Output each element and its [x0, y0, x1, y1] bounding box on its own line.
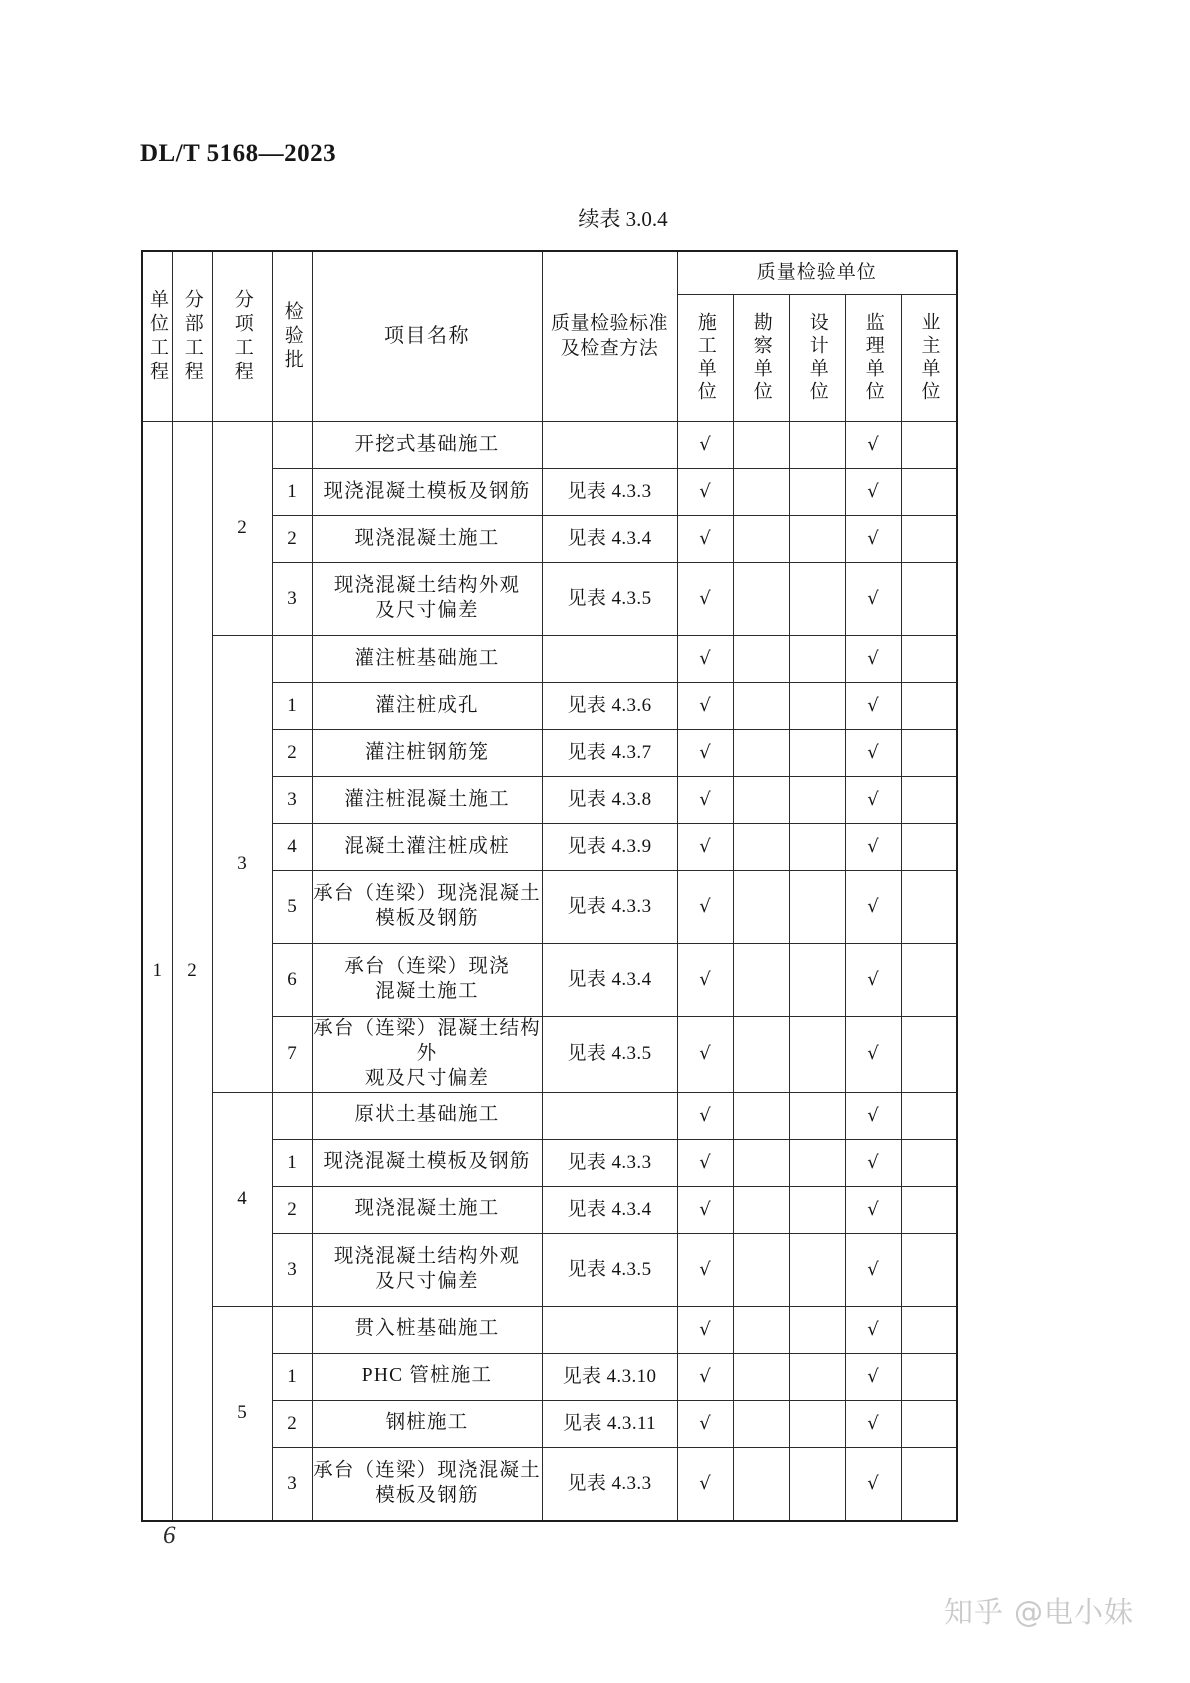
table-row — [142, 422, 957, 469]
cell-check-supervision — [845, 1306, 901, 1353]
check-icon: √ — [699, 1365, 711, 1387]
cell-check-construction — [677, 1186, 733, 1233]
check-icon: √ — [867, 788, 879, 810]
cell-item-name — [312, 944, 542, 1017]
table-header — [142, 251, 957, 422]
cell-check-owner — [901, 1233, 957, 1306]
cell-inspection-lot — [272, 636, 312, 683]
cell-check-owner — [901, 469, 957, 516]
cell-check-survey — [733, 683, 789, 730]
cell-standard-method: 见表 4.3.8 — [542, 777, 677, 824]
cell-standard-method: 见表 4.3.6 — [542, 683, 677, 730]
cell-item-name-line: 现浇混凝土施工 — [354, 527, 500, 549]
check-icon: √ — [699, 647, 711, 669]
cell-check-construction — [677, 1017, 733, 1093]
cell-check-supervision — [845, 871, 901, 944]
cell-standard-method — [542, 1306, 677, 1353]
cell-check-supervision — [845, 683, 901, 730]
cell-inspection-lot: 2 — [272, 516, 312, 563]
cell-check-supervision — [845, 1139, 901, 1186]
table-caption: 续表 3.0.4 — [578, 207, 668, 231]
check-icon: √ — [699, 895, 711, 917]
check-icon: √ — [867, 1104, 879, 1126]
cell-check-design — [789, 516, 845, 563]
check-icon: √ — [867, 1198, 879, 1220]
cell-subdivision-project: 2 — [212, 422, 272, 636]
cell-item-name-line: 灌注桩基础施工 — [354, 647, 500, 669]
cell-check-owner — [901, 1017, 957, 1093]
cell-item-name — [312, 422, 542, 469]
cell-item-name — [312, 683, 542, 730]
cell-check-construction — [677, 1092, 733, 1139]
th-unit-construction — [677, 295, 733, 422]
cell-item-name — [312, 777, 542, 824]
check-icon: √ — [867, 527, 879, 549]
cell-subdivision-project: 5 — [212, 1306, 272, 1521]
cell-item-name — [312, 1139, 542, 1186]
table-body — [142, 422, 957, 1521]
check-icon: √ — [699, 1258, 711, 1280]
cell-check-design — [789, 636, 845, 683]
cell-standard-method: 见表 4.3.4 — [542, 1186, 677, 1233]
cell-standard-method: 见表 4.3.3 — [542, 469, 677, 516]
cell-check-design — [789, 683, 845, 730]
cell-item-name — [312, 469, 542, 516]
cell-inspection-lot — [272, 422, 312, 469]
cell-check-supervision — [845, 944, 901, 1017]
cell-check-survey — [733, 1017, 789, 1093]
cell-check-supervision — [845, 777, 901, 824]
cell-unit-project: 1 — [142, 422, 172, 1521]
cell-check-survey — [733, 636, 789, 683]
cell-inspection-lot: 6 — [272, 944, 312, 1017]
cell-inspection-lot — [272, 1306, 312, 1353]
check-icon: √ — [867, 1258, 879, 1280]
th-division-project — [172, 251, 212, 422]
cell-check-design — [789, 944, 845, 1017]
cell-check-construction — [677, 422, 733, 469]
th-item-name-label: 项目名称 — [384, 324, 470, 347]
cell-check-owner — [901, 563, 957, 636]
check-icon: √ — [699, 788, 711, 810]
th-division-project-label: 分部工程 — [181, 288, 203, 385]
cell-check-design — [789, 1400, 845, 1447]
cell-check-supervision — [845, 422, 901, 469]
check-icon: √ — [867, 1043, 879, 1065]
cell-standard-method: 见表 4.3.5 — [542, 1233, 677, 1306]
cell-check-design — [789, 563, 845, 636]
cell-check-owner — [901, 1306, 957, 1353]
cell-check-supervision — [845, 824, 901, 871]
cell-item-name — [312, 1017, 542, 1093]
cell-check-supervision — [845, 1186, 901, 1233]
th-unit-supervision — [845, 295, 901, 422]
cell-inspection-lot: 2 — [272, 1400, 312, 1447]
cell-check-owner — [901, 683, 957, 730]
inspection-table-wrapper — [141, 250, 956, 1522]
cell-check-supervision — [845, 1233, 901, 1306]
check-icon: √ — [699, 527, 711, 549]
cell-check-design — [789, 422, 845, 469]
check-icon: √ — [867, 1318, 879, 1340]
cell-check-design — [789, 1186, 845, 1233]
table-header-row-1 — [142, 251, 957, 295]
table-row — [142, 1306, 957, 1353]
cell-item-name — [312, 824, 542, 871]
cell-inspection-lot: 1 — [272, 469, 312, 516]
cell-check-survey — [733, 1186, 789, 1233]
cell-check-construction — [677, 944, 733, 1017]
table-row — [142, 1092, 957, 1139]
check-icon: √ — [699, 1472, 711, 1494]
cell-inspection-lot: 7 — [272, 1017, 312, 1093]
cell-item-name-line: 钢桩施工 — [385, 1412, 469, 1434]
check-icon: √ — [699, 1104, 711, 1126]
cell-check-design — [789, 1447, 845, 1521]
check-icon: √ — [699, 1151, 711, 1173]
cell-check-owner — [901, 1400, 957, 1447]
cell-standard-method: 见表 4.3.4 — [542, 516, 677, 563]
cell-check-construction — [677, 871, 733, 944]
cell-check-owner — [901, 730, 957, 777]
table-row — [142, 636, 957, 683]
cell-item-name-line: 模板及钢筋 — [375, 908, 479, 929]
check-icon: √ — [699, 968, 711, 990]
check-icon: √ — [867, 587, 879, 609]
cell-item-name — [312, 636, 542, 683]
cell-item-name-line: 模板及钢筋 — [375, 1484, 479, 1506]
th-unit-survey-label: 勘察单位 — [750, 312, 772, 404]
cell-item-name-line: 现浇混凝土模板及钢筋 — [323, 480, 531, 502]
cell-check-construction — [677, 1233, 733, 1306]
cell-check-survey — [733, 1400, 789, 1447]
check-icon: √ — [699, 835, 711, 857]
cell-inspection-lot: 2 — [272, 1186, 312, 1233]
cell-item-name-line: 承台（连梁）现浇混凝土 — [313, 883, 541, 905]
cell-standard-method: 见表 4.3.10 — [542, 1353, 677, 1400]
cell-standard-method: 见表 4.3.4 — [542, 944, 677, 1017]
cell-check-survey — [733, 563, 789, 636]
watermark-site: 知乎 — [943, 1595, 1004, 1629]
th-unit-construction-label: 施工单位 — [694, 312, 716, 404]
cell-item-name-line: 现浇混凝土模板及钢筋 — [323, 1151, 531, 1173]
cell-check-owner — [901, 1092, 957, 1139]
cell-check-owner — [901, 516, 957, 563]
check-icon: √ — [699, 1043, 711, 1065]
check-icon: √ — [867, 480, 879, 502]
cell-standard-method: 见表 4.3.3 — [542, 871, 677, 944]
th-standard-method-line2: 及检查方法 — [560, 337, 659, 359]
cell-division-project: 2 — [172, 422, 212, 1521]
cell-item-name-line: 现浇混凝土施工 — [354, 1198, 500, 1220]
cell-standard-method: 见表 4.3.9 — [542, 824, 677, 871]
th-subdivision-project — [212, 251, 272, 422]
cell-check-design — [789, 1233, 845, 1306]
cell-check-survey — [733, 871, 789, 944]
cell-item-name-line: 混凝土灌注桩成桩 — [344, 835, 510, 857]
page-number: 6 — [163, 1522, 176, 1549]
check-icon: √ — [867, 1365, 879, 1387]
cell-standard-method — [542, 422, 677, 469]
cell-check-survey — [733, 1447, 789, 1521]
cell-item-name — [312, 871, 542, 944]
cell-check-survey — [733, 1233, 789, 1306]
cell-item-name-line: 开挖式基础施工 — [354, 433, 500, 455]
check-icon: √ — [699, 741, 711, 763]
cell-check-survey — [733, 824, 789, 871]
cell-check-supervision — [845, 469, 901, 516]
th-item-name — [312, 251, 542, 422]
cell-check-owner — [901, 871, 957, 944]
cell-item-name — [312, 1186, 542, 1233]
cell-check-construction — [677, 1447, 733, 1521]
cell-check-survey — [733, 730, 789, 777]
cell-check-owner — [901, 777, 957, 824]
cell-item-name-line: 灌注桩成孔 — [375, 694, 479, 716]
page-title: DL/T 5168—2023 — [140, 140, 337, 167]
cell-inspection-lot: 3 — [272, 1447, 312, 1521]
cell-item-name-line: 现浇混凝土结构外观 — [333, 575, 521, 597]
cell-inspection-lot: 1 — [272, 1353, 312, 1400]
cell-check-supervision — [845, 1400, 901, 1447]
cell-check-design — [789, 824, 845, 871]
cell-standard-method: 见表 4.3.5 — [542, 1017, 677, 1093]
cell-check-construction — [677, 636, 733, 683]
cell-check-design — [789, 469, 845, 516]
cell-item-name — [312, 516, 542, 563]
cell-standard-method: 见表 4.3.3 — [542, 1447, 677, 1521]
cell-check-design — [789, 1092, 845, 1139]
cell-check-design — [789, 1306, 845, 1353]
cell-check-design — [789, 1017, 845, 1093]
cell-check-supervision — [845, 1447, 901, 1521]
th-standard-method-line1: 质量检验标准 — [550, 313, 668, 335]
cell-check-owner — [901, 1353, 957, 1400]
cell-check-owner — [901, 1447, 957, 1521]
cell-check-supervision — [845, 636, 901, 683]
cell-check-design — [789, 777, 845, 824]
cell-check-design — [789, 1353, 845, 1400]
cell-item-name-line: 混凝土施工 — [375, 981, 479, 1002]
th-unit-owner-label: 业主单位 — [918, 312, 940, 404]
th-standard-method — [542, 251, 677, 422]
check-icon: √ — [699, 694, 711, 716]
cell-check-construction — [677, 730, 733, 777]
check-icon: √ — [867, 694, 879, 716]
cell-item-name-line: 原状土基础施工 — [354, 1104, 500, 1126]
cell-item-name-line: 及尺寸偏差 — [375, 600, 479, 621]
cell-item-name-line: 灌注桩钢筋笼 — [364, 741, 490, 763]
cell-inspection-lot: 1 — [272, 1139, 312, 1186]
check-icon: √ — [867, 1472, 879, 1494]
cell-check-owner — [901, 422, 957, 469]
cell-check-design — [789, 871, 845, 944]
cell-item-name-line: 承台（连梁）现浇 — [344, 956, 510, 978]
check-icon: √ — [867, 741, 879, 763]
check-icon: √ — [867, 1412, 879, 1434]
cell-item-name-line: 承台（连梁）现浇混凝土 — [313, 1459, 541, 1481]
cell-check-construction — [677, 1353, 733, 1400]
cell-item-name-line: 承台（连梁）混凝土结构外 — [313, 1018, 541, 1064]
th-inspection-units-group: 质量检验单位 — [677, 251, 957, 295]
cell-check-supervision — [845, 1092, 901, 1139]
cell-check-construction — [677, 469, 733, 516]
cell-check-owner — [901, 1186, 957, 1233]
cell-check-supervision — [845, 563, 901, 636]
cell-check-design — [789, 1139, 845, 1186]
cell-check-construction — [677, 1400, 733, 1447]
cell-inspection-lot: 1 — [272, 683, 312, 730]
cell-item-name-line: 观及尺寸偏差 — [364, 1067, 490, 1089]
cell-item-name — [312, 1233, 542, 1306]
cell-item-name-line: 灌注桩混凝土施工 — [344, 788, 510, 810]
th-unit-project — [142, 251, 172, 422]
cell-item-name-line: 现浇混凝土结构外观 — [333, 1245, 521, 1267]
check-icon: √ — [699, 1412, 711, 1434]
cell-standard-method — [542, 1092, 677, 1139]
cell-check-survey — [733, 422, 789, 469]
cell-check-construction — [677, 1139, 733, 1186]
cell-check-construction — [677, 563, 733, 636]
check-icon: √ — [699, 433, 711, 455]
cell-check-owner — [901, 1139, 957, 1186]
cell-standard-method — [542, 636, 677, 683]
watermark — [944, 1590, 1134, 1631]
check-icon: √ — [699, 587, 711, 609]
th-subdivision-project-label: 分项工程 — [231, 288, 253, 385]
cell-inspection-lot: 2 — [272, 730, 312, 777]
cell-check-construction — [677, 824, 733, 871]
cell-inspection-lot: 3 — [272, 1233, 312, 1306]
cell-item-name — [312, 1306, 542, 1353]
cell-item-name-line: PHC 管桩施工 — [361, 1365, 493, 1387]
cell-item-name — [312, 730, 542, 777]
cell-item-name-line: 贯入桩基础施工 — [354, 1318, 500, 1340]
th-inspection-lot-label: 检验批 — [281, 300, 303, 373]
cell-check-survey — [733, 1139, 789, 1186]
cell-check-survey — [733, 516, 789, 563]
check-icon: √ — [699, 480, 711, 502]
th-unit-design — [789, 295, 845, 422]
cell-item-name — [312, 563, 542, 636]
cell-standard-method: 见表 4.3.11 — [542, 1400, 677, 1447]
cell-check-owner — [901, 944, 957, 1017]
th-unit-design-label: 设计单位 — [806, 312, 828, 404]
th-unit-owner — [901, 295, 957, 422]
cell-check-survey — [733, 1306, 789, 1353]
cell-check-supervision — [845, 1017, 901, 1093]
check-icon: √ — [867, 835, 879, 857]
cell-item-name — [312, 1353, 542, 1400]
th-inspection-lot — [272, 251, 312, 422]
cell-check-construction — [677, 516, 733, 563]
cell-check-construction — [677, 683, 733, 730]
cell-inspection-lot: 3 — [272, 777, 312, 824]
cell-item-name-line: 及尺寸偏差 — [375, 1270, 479, 1292]
watermark-handle: @电小妹 — [1013, 1595, 1134, 1629]
cell-check-supervision — [845, 730, 901, 777]
cell-check-owner — [901, 636, 957, 683]
th-unit-supervision-label: 监理单位 — [862, 312, 884, 404]
cell-inspection-lot: 4 — [272, 824, 312, 871]
check-icon: √ — [867, 968, 879, 990]
cell-inspection-lot: 5 — [272, 871, 312, 944]
quality-inspection-table — [141, 250, 958, 1522]
cell-item-name — [312, 1400, 542, 1447]
cell-inspection-lot — [272, 1092, 312, 1139]
th-unit-project-label: 单位工程 — [146, 288, 168, 385]
cell-check-survey — [733, 777, 789, 824]
cell-check-supervision — [845, 1353, 901, 1400]
cell-check-construction — [677, 1306, 733, 1353]
cell-inspection-lot: 3 — [272, 563, 312, 636]
cell-check-construction — [677, 777, 733, 824]
cell-check-survey — [733, 1092, 789, 1139]
cell-check-owner — [901, 824, 957, 871]
check-icon: √ — [867, 433, 879, 455]
cell-standard-method: 见表 4.3.7 — [542, 730, 677, 777]
cell-standard-method: 见表 4.3.5 — [542, 563, 677, 636]
cell-item-name — [312, 1092, 542, 1139]
cell-check-survey — [733, 469, 789, 516]
cell-standard-method: 见表 4.3.3 — [542, 1139, 677, 1186]
check-icon: √ — [699, 1198, 711, 1220]
check-icon: √ — [699, 1318, 711, 1340]
cell-check-supervision — [845, 516, 901, 563]
cell-subdivision-project: 4 — [212, 1092, 272, 1306]
cell-subdivision-project: 3 — [212, 636, 272, 1093]
cell-check-survey — [733, 944, 789, 1017]
cell-item-name — [312, 1447, 542, 1521]
cell-check-design — [789, 730, 845, 777]
check-icon: √ — [867, 1151, 879, 1173]
cell-check-survey — [733, 1353, 789, 1400]
check-icon: √ — [867, 647, 879, 669]
check-icon: √ — [867, 895, 879, 917]
th-unit-survey — [733, 295, 789, 422]
